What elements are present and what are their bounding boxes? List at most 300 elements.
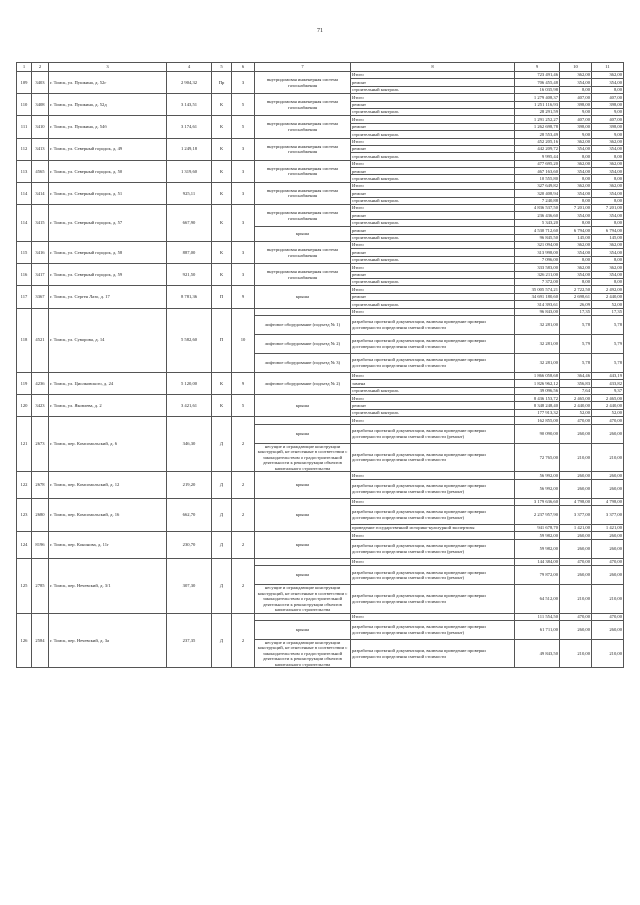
floor-count: 2 xyxy=(232,558,255,613)
work-description: разработка проектной документации, включая проведение проверки достоверности определения сметной стоимости (ремонт) xyxy=(351,505,515,524)
cost-sum: 56 992,00 xyxy=(515,472,560,479)
work-description: Итого xyxy=(351,138,515,145)
max-unit-cost: 443,19 xyxy=(592,372,624,379)
house-area: 662,70 xyxy=(167,498,212,532)
max-unit-cost: 2 492,00 xyxy=(592,286,624,293)
work-description: ремонт xyxy=(351,227,515,234)
cost-sum: 5 343,20 xyxy=(515,219,560,226)
max-unit-cost: 362,00 xyxy=(592,241,624,248)
work-type: крыша xyxy=(255,227,351,242)
cost-sum: 79 872,00 xyxy=(515,566,560,585)
wall-material: Д xyxy=(212,532,232,558)
max-unit-cost: 260,00 xyxy=(592,620,624,639)
max-unit-cost: 260,00 xyxy=(592,532,624,539)
unit-cost: 398,00 xyxy=(560,123,592,130)
max-unit-cost: 2 465,00 xyxy=(592,395,624,402)
unit-cost: 8,00 xyxy=(560,256,592,263)
unit-cost: 9,00 xyxy=(560,108,592,115)
house-area: 219,20 xyxy=(167,472,212,498)
row-number: 124 xyxy=(17,532,32,558)
row-number: 116 xyxy=(17,264,32,286)
house-area: 887,00 xyxy=(167,241,212,263)
work-description: Итого xyxy=(351,72,515,79)
max-unit-cost: 354,00 xyxy=(592,145,624,152)
max-unit-cost: 17,35 xyxy=(592,308,624,315)
max-unit-cost: 362,00 xyxy=(592,160,624,167)
work-description: строительный контроль xyxy=(351,278,515,285)
unit-cost: 2 465,00 xyxy=(560,395,592,402)
work-description: строительный контроль xyxy=(351,108,515,115)
unit-cost: 470,00 xyxy=(560,613,592,620)
work-type: лифтовое оборудование (подъезд № 2) xyxy=(255,372,351,394)
work-description: ремонт xyxy=(351,101,515,108)
house-code: 4236 xyxy=(32,372,49,394)
work-type: внутридомовая инженерная система газоснабжения xyxy=(255,241,351,263)
work-description: строительный контроль xyxy=(351,409,515,416)
house-code: 2680 xyxy=(32,498,49,532)
unit-cost: 2 698,61 xyxy=(560,293,592,300)
max-unit-cost: 8,00 xyxy=(592,219,624,226)
max-unit-cost: 8,00 xyxy=(592,86,624,93)
cost-sum: 1 866 058,68 xyxy=(515,372,560,379)
work-description: ремонт xyxy=(351,212,515,219)
house-area: 925,11 xyxy=(167,182,212,204)
house-code: 3408 xyxy=(32,94,49,116)
work-description: строительный контроль xyxy=(351,153,515,160)
cost-sum: 28 291,59 xyxy=(515,108,560,115)
max-unit-cost: 8,00 xyxy=(592,153,624,160)
work-type: лифтовое оборудование (подъезд № 3) xyxy=(255,353,351,372)
house-area: 1 249,18 xyxy=(167,138,212,160)
max-unit-cost: 5,78 xyxy=(592,315,624,334)
max-unit-cost: 362,00 xyxy=(592,138,624,145)
wall-material: Пр xyxy=(212,72,232,94)
cost-sum: 32 281,00 xyxy=(515,353,560,372)
table-row xyxy=(17,558,624,565)
col-header: 2 xyxy=(32,63,49,72)
cost-sum: 72 765,00 xyxy=(515,443,560,472)
cost-sum: 1 251 116,93 xyxy=(515,101,560,108)
unit-cost: 407,00 xyxy=(560,94,592,101)
unit-cost: 362,00 xyxy=(560,138,592,145)
max-unit-cost: 1 421,00 xyxy=(592,524,624,531)
cost-sum: 16 035,98 xyxy=(515,86,560,93)
work-description: разработка проектной документации, включая проведение проверки достоверности определения сметной стоимости xyxy=(351,585,515,614)
work-type: крыша xyxy=(255,286,351,308)
unit-cost: 7 201,00 xyxy=(560,205,592,212)
work-description: строительный контроль xyxy=(351,301,515,308)
max-unit-cost: 260,00 xyxy=(592,479,624,498)
work-description: Итого xyxy=(351,498,515,505)
work-description: ремонт xyxy=(351,123,515,130)
unit-cost: 260,00 xyxy=(560,532,592,539)
max-unit-cost: 407,00 xyxy=(592,94,624,101)
work-type: крыша xyxy=(255,532,351,558)
unit-cost: 8,00 xyxy=(560,219,592,226)
house-area: 3 174,61 xyxy=(167,116,212,138)
work-description: Итого xyxy=(351,264,515,271)
cost-sum: 35 005 574,21 xyxy=(515,286,560,293)
work-type: несущие и ограждающие конструкции конструкций, не отнесенные в соответствии с законодательством о градостроительной деятельности к реконструкции объектов капитального строительства xyxy=(255,585,351,614)
house-code: 2678 xyxy=(32,472,49,498)
work-description: Итого xyxy=(351,182,515,189)
house-address: г. Томск, ул. Северный городок, д. 57 xyxy=(49,205,167,242)
work-description: Итого xyxy=(351,372,515,379)
house-address: г. Томск, пер. Комсомольский, д. 6 xyxy=(49,417,167,472)
unit-cost: 9,00 xyxy=(560,131,592,138)
cost-sum: 64 512,00 xyxy=(515,585,560,614)
floor-count: 9 xyxy=(232,286,255,308)
wall-material: П xyxy=(212,308,232,372)
unit-cost: 362,00 xyxy=(560,182,592,189)
work-description: ремонт xyxy=(351,249,515,256)
cost-sum: 32 281,00 xyxy=(515,334,560,353)
max-unit-cost: 4 798,00 xyxy=(592,498,624,505)
unit-cost: 398,00 xyxy=(560,101,592,108)
work-type: крыша xyxy=(255,498,351,532)
house-area: 921,50 xyxy=(167,264,212,286)
unit-cost: 8,00 xyxy=(560,175,592,182)
unit-cost: 354,00 xyxy=(560,168,592,175)
wall-material: К xyxy=(212,372,232,394)
max-unit-cost: 362,00 xyxy=(592,264,624,271)
max-unit-cost: 5,78 xyxy=(592,353,624,372)
wall-material: Д xyxy=(212,558,232,613)
house-code: 2584 xyxy=(32,613,49,668)
unit-cost: 354,00 xyxy=(560,190,592,197)
table-row xyxy=(17,264,624,271)
work-type: внутридомовая инженерная система газоснабжения xyxy=(255,264,351,286)
cost-sum: 4 530 712,60 xyxy=(515,227,560,234)
row-number: 114 xyxy=(17,205,32,242)
cost-sum: 706 455,48 xyxy=(515,79,560,86)
work-type: внутридомовая инженерная система газоснабжения xyxy=(255,182,351,204)
max-unit-cost: 52,00 xyxy=(592,409,624,416)
work-description: строительный контроль xyxy=(351,256,515,263)
house-code: 3403 xyxy=(32,72,49,94)
col-header: 4 xyxy=(167,63,212,72)
max-unit-cost: 362,00 xyxy=(592,72,624,79)
work-description: Итого xyxy=(351,241,515,248)
work-type: внутридомовая инженерная система газоснабжения xyxy=(255,72,351,94)
cost-sum: 2 237 957,90 xyxy=(515,505,560,524)
max-unit-cost: 260,00 xyxy=(592,566,624,585)
row-number: 120 xyxy=(17,395,32,417)
work-description: ремонт xyxy=(351,293,515,300)
wall-material: К xyxy=(212,138,232,160)
house-area: 230,70 xyxy=(167,532,212,558)
unit-cost: 5,79 xyxy=(560,334,592,353)
work-description: ремонт xyxy=(351,402,515,409)
table-row xyxy=(17,395,624,402)
unit-cost: 8,00 xyxy=(560,86,592,93)
cost-sum: 313 998,00 xyxy=(515,249,560,256)
table-row xyxy=(17,205,624,212)
work-description: проведение государственной историко-культурной экспертизы xyxy=(351,524,515,531)
floor-count: 3 xyxy=(232,138,255,160)
unit-cost: 5,78 xyxy=(560,353,592,372)
row-number: 113 xyxy=(17,160,32,182)
work-description: Итого xyxy=(351,395,515,402)
work-description: Итого xyxy=(351,205,515,212)
work-type xyxy=(255,417,351,424)
wall-material: К xyxy=(212,241,232,263)
max-unit-cost: 407,00 xyxy=(592,116,624,123)
table-row xyxy=(17,94,624,101)
table-row xyxy=(17,417,624,424)
unit-cost: 260,00 xyxy=(560,620,592,639)
work-type: внутридомовая инженерная система газоснабжения xyxy=(255,116,351,138)
unit-cost: 7,64 xyxy=(560,387,592,394)
work-description: разработка проектной документации, включая проведение проверки достоверности определения сметной стоимости xyxy=(351,334,515,353)
work-description: Итого xyxy=(351,116,515,123)
house-address: г. Томск, пер. Нечевский, д. 3/1 xyxy=(49,558,167,613)
house-code: 3410 xyxy=(32,116,49,138)
house-code: 4565 xyxy=(32,160,49,182)
house-address: г. Томск, пер. Кононова, д. 11г xyxy=(49,532,167,558)
cost-sum: 8 436 153,72 xyxy=(515,395,560,402)
house-code: 3415 xyxy=(32,205,49,242)
unit-cost: 354,00 xyxy=(560,249,592,256)
cost-sum: 177 913,32 xyxy=(515,409,560,416)
work-type: крыша xyxy=(255,472,351,498)
cost-sum: 327 649,82 xyxy=(515,182,560,189)
work-type: несущие и ограждающие конструкции конструкций, не отнесенные в соответствии с законодательством о градостроительной деятельности к реконструкции объектов капитального строительства xyxy=(255,443,351,472)
unit-cost: 354,00 xyxy=(560,212,592,219)
max-unit-cost: 5,79 xyxy=(592,334,624,353)
house-address: г. Томск, ул. Пушкина, д. 52г xyxy=(49,72,167,94)
unit-cost: 362,00 xyxy=(560,160,592,167)
house-code: 2673 xyxy=(32,417,49,472)
house-address: г. Томск, ул. Северный городок, д. 50 xyxy=(49,160,167,182)
work-description: Итого xyxy=(351,308,515,315)
work-description: Итого xyxy=(351,472,515,479)
col-header: 1 xyxy=(17,63,32,72)
house-code: 3423 xyxy=(32,395,49,417)
max-unit-cost: 354,00 xyxy=(592,79,624,86)
floor-count: 5 xyxy=(232,116,255,138)
wall-material: Д xyxy=(212,498,232,532)
unit-cost: 8,00 xyxy=(560,153,592,160)
max-unit-cost: 9,00 xyxy=(592,108,624,115)
unit-cost: 210,00 xyxy=(560,585,592,614)
work-description: ремонт xyxy=(351,79,515,86)
col-header: 11 xyxy=(592,63,624,72)
house-address: г. Томск, ул. Северный городок, д. 49 xyxy=(49,138,167,160)
work-type: несущие и ограждающие конструкции конструкций, не отнесенные в соответствии с законодательством о градостроительной деятельности к реконструкции объектов капитального строительства xyxy=(255,639,351,668)
floor-count: 2 xyxy=(232,472,255,498)
cost-sum: 34 691 180,60 xyxy=(515,293,560,300)
work-description: строительный контроль xyxy=(351,234,515,241)
max-unit-cost: 2 440,00 xyxy=(592,293,624,300)
floor-count: 2 xyxy=(232,498,255,532)
work-description: разработка проектной документации, включая проведение проверки достоверности определения сметной стоимости (ремонт) xyxy=(351,424,515,443)
floor-count: 3 xyxy=(232,72,255,94)
work-description: разработка проектной документации, включая проведение проверки достоверности определения сметной стоимости xyxy=(351,443,515,472)
house-code: 2785 xyxy=(32,558,49,613)
max-unit-cost: 8,00 xyxy=(592,256,624,263)
max-unit-cost: 362,00 xyxy=(592,182,624,189)
cost-sum: 1 279 408,37 xyxy=(515,94,560,101)
max-unit-cost: 260,00 xyxy=(592,539,624,558)
floor-count: 9 xyxy=(232,372,255,394)
house-area: 1 319,60 xyxy=(167,160,212,182)
work-description: замена xyxy=(351,380,515,387)
house-code: 3416 xyxy=(32,241,49,263)
col-header: 5 xyxy=(212,63,232,72)
floor-count: 2 xyxy=(232,417,255,472)
col-header: 8 xyxy=(351,63,515,72)
col-header: 3 xyxy=(49,63,167,72)
unit-cost: 356,83 xyxy=(560,380,592,387)
work-description: Итого xyxy=(351,286,515,293)
work-description: ремонт xyxy=(351,271,515,278)
cost-sum: 162 855,00 xyxy=(515,417,560,424)
floor-count: 3 xyxy=(232,182,255,204)
cost-sum: 28 553,49 xyxy=(515,131,560,138)
wall-material: Д xyxy=(212,472,232,498)
wall-material: К xyxy=(212,182,232,204)
wall-material: К xyxy=(212,395,232,417)
work-description: разработка проектной документации, включая проведение проверки достоверности определения сметной стоимости xyxy=(351,353,515,372)
work-description: ремонт xyxy=(351,190,515,197)
work-description: ремонт xyxy=(351,168,515,175)
house-address: г. Томск, ул. Северный городок, д. 58 xyxy=(49,241,167,263)
work-description: Итого xyxy=(351,160,515,167)
work-type: внутридомовая инженерная система газоснабжения xyxy=(255,160,351,182)
cost-sum: 10 555,80 xyxy=(515,175,560,182)
unit-cost: 260,00 xyxy=(560,479,592,498)
table-row xyxy=(17,532,624,539)
house-address: г. Томск, ул. Циолковского, д. 24 xyxy=(49,372,167,394)
col-header: 9 xyxy=(515,63,560,72)
cost-sum: 320 408,94 xyxy=(515,190,560,197)
work-description: строительный контроль xyxy=(351,131,515,138)
max-unit-cost: 9,00 xyxy=(592,131,624,138)
unit-cost: 6 794,00 xyxy=(560,227,592,234)
page-number: 71 xyxy=(317,28,323,34)
cost-sum: 442 209,72 xyxy=(515,145,560,152)
max-unit-cost: 6 794,00 xyxy=(592,227,624,234)
house-address: г. Томск, ул. Яковлева, д. 2 xyxy=(49,395,167,417)
cost-sum: 326 211,00 xyxy=(515,271,560,278)
max-unit-cost: 354,00 xyxy=(592,271,624,278)
work-type: крыша xyxy=(255,620,351,639)
max-unit-cost: 354,00 xyxy=(592,212,624,219)
work-description: Итого xyxy=(351,94,515,101)
work-description: Итого xyxy=(351,417,515,424)
unit-cost: 8,00 xyxy=(560,278,592,285)
work-type xyxy=(255,308,351,315)
cost-sum: 1 826 962,12 xyxy=(515,380,560,387)
work-type: внутридомовая инженерная система газоснабжения xyxy=(255,138,351,160)
table-row xyxy=(17,160,624,167)
work-type: крыша xyxy=(255,395,351,417)
unit-cost: 470,00 xyxy=(560,417,592,424)
max-unit-cost: 260,00 xyxy=(592,424,624,443)
floor-count: 3 xyxy=(232,241,255,263)
max-unit-cost: 8,00 xyxy=(592,175,624,182)
floor-count: 3 xyxy=(232,160,255,182)
table-row xyxy=(17,308,624,315)
floor-count: 3 xyxy=(232,264,255,286)
cost-sum: 236 436,60 xyxy=(515,212,560,219)
cost-sum: 61 711,00 xyxy=(515,620,560,639)
cost-sum: 467 163,60 xyxy=(515,168,560,175)
row-number: 111 xyxy=(17,116,32,138)
floor-count: 2 xyxy=(232,613,255,668)
unit-cost: 52,00 xyxy=(560,409,592,416)
cost-sum: 56 992,00 xyxy=(515,479,560,498)
row-number: 117 xyxy=(17,286,32,308)
cost-sum: 32 281,00 xyxy=(515,315,560,334)
house-area: 307,30 xyxy=(167,558,212,613)
house-area: 5 120,00 xyxy=(167,372,212,394)
max-unit-cost: 354,00 xyxy=(592,168,624,175)
floor-count: 5 xyxy=(232,395,255,417)
cost-sum: 3 179 636,60 xyxy=(515,498,560,505)
cost-sum: 1 291 252,27 xyxy=(515,116,560,123)
unit-cost: 5,78 xyxy=(560,315,592,334)
max-unit-cost: 8,00 xyxy=(592,278,624,285)
max-unit-cost: 8,00 xyxy=(592,197,624,204)
unit-cost: 260,00 xyxy=(560,539,592,558)
unit-cost: 354,00 xyxy=(560,271,592,278)
max-unit-cost: 3 377,00 xyxy=(592,505,624,524)
house-address: г. Томск, ул. Пушкина, д. 54б xyxy=(49,116,167,138)
floor-count: 3 xyxy=(232,205,255,242)
work-description: строительный контроль xyxy=(351,219,515,226)
unit-cost: 210,00 xyxy=(560,443,592,472)
max-unit-cost: 470,00 xyxy=(592,613,624,620)
row-number: 123 xyxy=(17,498,32,532)
house-address: г. Томск, ул. Северный городок, д. 59 xyxy=(49,264,167,286)
work-description: разработка проектной документации, включая проведение проверки достоверности определения сметной стоимости (ремонт) xyxy=(351,539,515,558)
work-type xyxy=(255,613,351,620)
row-number: 115 xyxy=(17,241,32,263)
max-unit-cost: 354,00 xyxy=(592,190,624,197)
work-type xyxy=(255,558,351,565)
unit-cost: 2 722,50 xyxy=(560,286,592,293)
work-description: Итого xyxy=(351,532,515,539)
cost-sum: 1 262 698,78 xyxy=(515,123,560,130)
cost-sum: 452 205,16 xyxy=(515,138,560,145)
house-address: г. Томск, пер. Комсомольский, д. 16 xyxy=(49,498,167,532)
max-unit-cost: 52,00 xyxy=(592,301,624,308)
cost-sum: 96 845,50 xyxy=(515,234,560,241)
row-number: 114 xyxy=(17,182,32,204)
unit-cost: 364,46 xyxy=(560,372,592,379)
cost-sum: 7 372,00 xyxy=(515,278,560,285)
unit-cost: 2 440,00 xyxy=(560,402,592,409)
unit-cost: 260,00 xyxy=(560,472,592,479)
work-description: строительный контроль xyxy=(351,86,515,93)
col-header: 6 xyxy=(232,63,255,72)
wall-material: К xyxy=(212,205,232,242)
max-unit-cost: 354,00 xyxy=(592,249,624,256)
row-number: 125 xyxy=(17,558,32,613)
work-description: строительный контроль xyxy=(351,175,515,182)
max-unit-cost: 7 201,00 xyxy=(592,205,624,212)
work-description: ремонт xyxy=(351,145,515,152)
wall-material: К xyxy=(212,264,232,286)
house-area: 2 904,32 xyxy=(167,72,212,94)
cost-sum: 477 695,20 xyxy=(515,160,560,167)
table-row xyxy=(17,472,624,479)
repair-program-table xyxy=(16,62,624,668)
cost-sum: 9 995,44 xyxy=(515,153,560,160)
work-description: строительный контроль xyxy=(351,387,515,394)
